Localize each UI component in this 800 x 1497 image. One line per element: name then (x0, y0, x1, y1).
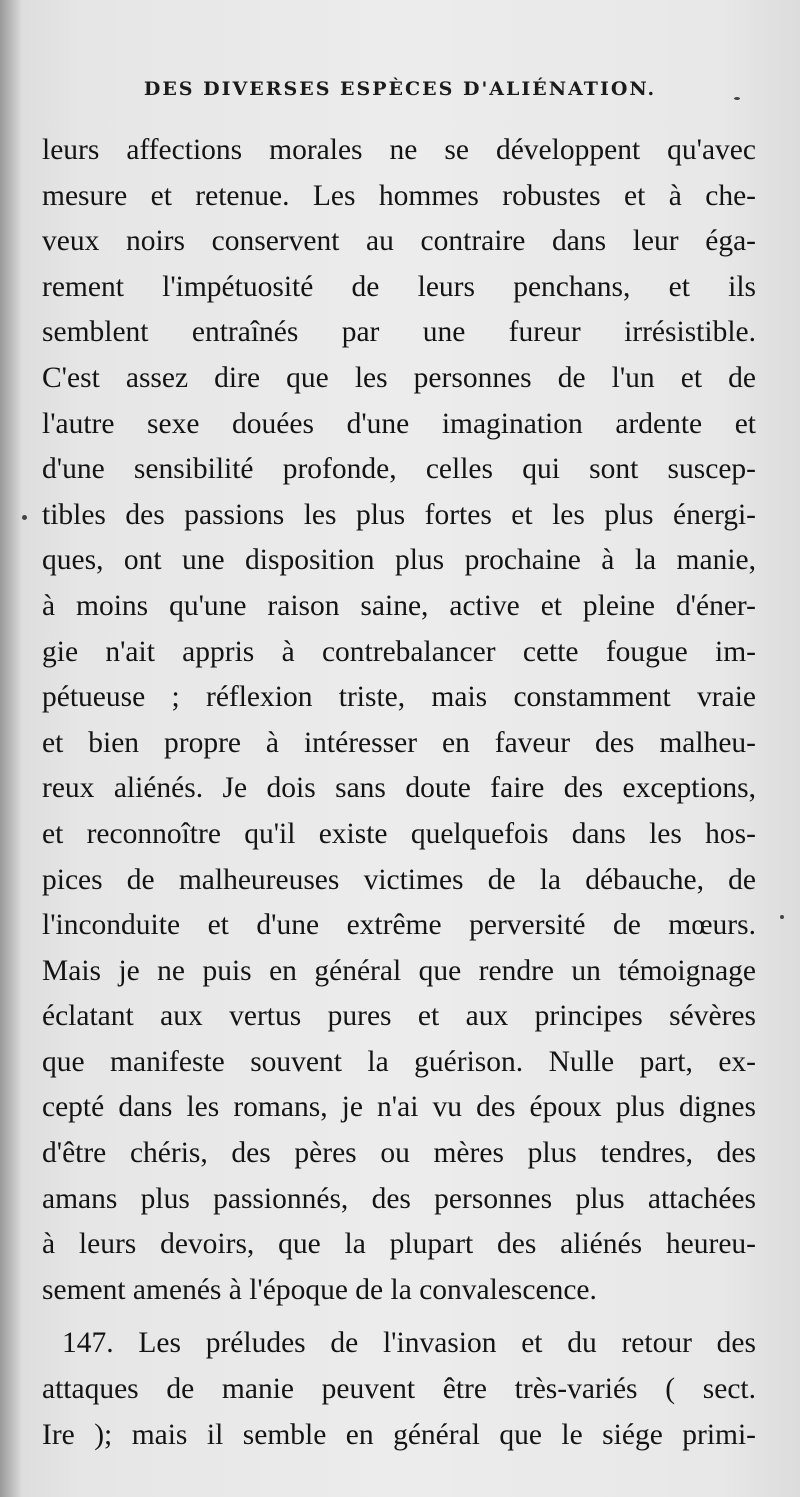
text-line: tibles des passions les plus fortes et les plus énergi- (42, 498, 756, 531)
text-line: l'inconduite et d'une extrême perversité de mœurs. (42, 909, 756, 942)
text-line: pétueuse ; réflexion triste, mais constamment vraie (42, 681, 756, 714)
text-line: que manifeste souvent la guérison. Nulle part, ex- (42, 1045, 756, 1078)
text-line: d'être chéris, des pères ou mères plus tendres, des (42, 1137, 756, 1170)
running-head: DES DIVERSES ESPÈCES D'ALIÉNATION. (143, 78, 657, 100)
text-line: veux noirs conservent au contraire dans leur éga- (42, 225, 756, 258)
page-gutter-shadow (0, 0, 22, 1497)
text-line: amans plus passionnés, des personnes plus attachées (42, 1182, 756, 1215)
body-text (42, 128, 756, 1458)
text-line: leurs affections morales ne se développent qu'avec (42, 134, 756, 166)
text-line: semblent entraînés par une fureur irrésistible. (42, 316, 756, 349)
text-line: à moins qu'une raison saine, active et pleine d'éner- (42, 589, 756, 622)
text-line: mesure et retenue. Les hommes robustes et à che- (42, 179, 756, 212)
text-line: ques, ont une disposition plus prochaine à la manie, (42, 544, 756, 577)
text-line: gie n'ait appris à contrebalancer cette fougue im- (42, 635, 756, 668)
text-line: éclatant aux vertus pures et aux principes sévères (42, 1000, 756, 1033)
text-line: l'autre sexe douées d'une imagination ardente et (42, 407, 756, 440)
text-line: pices de malheureuses victimes de la débauche, de (42, 863, 756, 896)
text-line: cepté dans les romans, je n'ai vu des époux plus dignes (42, 1091, 756, 1124)
text-line: attaques de manie peuvent être très-variés ( sect. (42, 1373, 756, 1406)
paper-speck (780, 915, 784, 919)
text-line: et reconnoître qu'il existe quelquefois dans les hos- (42, 817, 756, 850)
section-line: 147. Les préludes de l'invasion et du retour des (62, 1327, 756, 1360)
paper-speck (22, 515, 27, 520)
paper-speck (734, 97, 740, 100)
text-line: C'est assez dire que les personnes de l'un et de (42, 361, 756, 394)
text-line: reux aliénés. Je dois sans doute faire des exceptions, (42, 772, 756, 805)
text-line: à leurs devoirs, que la plupart des aliénés heureu- (42, 1228, 756, 1261)
text-line: rement l'impétuosité de leurs penchans, et ils (42, 270, 756, 303)
text-line: Mais je ne puis en général que rendre un témoignage (42, 954, 756, 987)
paragraph-gap (42, 1313, 756, 1321)
text-line: et bien propre à intéresser en faveur des malheu- (42, 726, 756, 759)
text-line: Ire ); mais il semble en général que le siége primi- (42, 1418, 756, 1451)
text-line: sement amenés à l'époque de la convalescence. (42, 1273, 597, 1306)
text-line: d'une sensibilité profonde, celles qui sont suscep- (42, 453, 756, 486)
